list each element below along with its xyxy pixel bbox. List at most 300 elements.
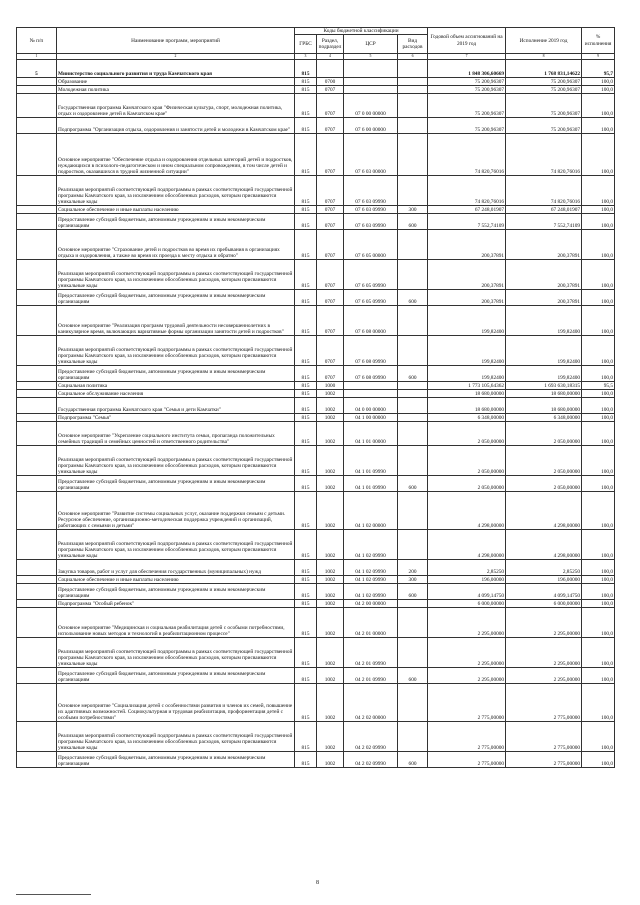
- table-row: [17, 306, 615, 336]
- row-exec: 2 295,00000: [506, 608, 582, 638]
- table-row: [17, 230, 615, 260]
- row-vr: [398, 382, 428, 390]
- row-pct: 95,7: [582, 60, 615, 78]
- row-vr: [398, 638, 428, 668]
- row-pct: 100,0: [582, 206, 615, 214]
- row-plan: 75 200,96307: [428, 94, 506, 118]
- row-pct: 100,0: [582, 86, 615, 94]
- colnum-4: 4: [317, 54, 344, 60]
- row-plan: 2,85250: [428, 560, 506, 576]
- row-exec: 75 200,96307: [506, 118, 582, 134]
- row-vr: [398, 722, 428, 752]
- row-num: [17, 600, 57, 608]
- row-grbs: 815: [295, 722, 317, 752]
- row-exec: 2 775,00000: [506, 722, 582, 752]
- row-grbs: 815: [295, 306, 317, 336]
- row-csr: 04 1 02 09990: [344, 530, 398, 560]
- row-grbs: 815: [295, 176, 317, 206]
- colnum-2: 2: [57, 54, 295, 60]
- row-num: [17, 176, 57, 206]
- row-num: [17, 576, 57, 584]
- row-csr: 07 6 08 00000: [344, 306, 398, 336]
- row-plan: 2 295,00000: [428, 638, 506, 668]
- row-plan: 2 775,00000: [428, 752, 506, 768]
- row-grbs: 815: [295, 60, 317, 78]
- row-name: Подпрограмма "Особый ребенок": [57, 600, 295, 608]
- row-grbs: 815: [295, 390, 317, 398]
- row-name: Образование: [57, 78, 295, 86]
- row-num: [17, 118, 57, 134]
- row-csr: 04 2 00 00000: [344, 600, 398, 608]
- table-row: [17, 398, 615, 414]
- row-pct: 100,0: [582, 584, 615, 600]
- row-pct: 100,0: [582, 668, 615, 684]
- row-csr: 04 2 02 09990: [344, 722, 398, 752]
- colnum-6: 6: [398, 54, 428, 60]
- row-csr: 07 6 05 00000: [344, 230, 398, 260]
- row-grbs: 815: [295, 446, 317, 476]
- row-grbs: 815: [295, 668, 317, 684]
- row-section: 1002: [317, 752, 344, 768]
- row-csr: [344, 60, 398, 78]
- row-name: Основное мероприятие "Обеспечение отдыха и оздоровления отдельных категорий детей и подростков, нуждающихся в психолого-педагогическом и ином специальном сопровождении, в том числе детей и подростков, оказавшихся в трудной жизненной ситуации": [57, 134, 295, 176]
- row-pct: 100,0: [582, 576, 615, 584]
- header-codes-group: Коды бюджетной классификации: [295, 28, 428, 35]
- row-plan: 199,82400: [428, 306, 506, 336]
- row-num: [17, 446, 57, 476]
- row-pct: 100,0: [582, 722, 615, 752]
- table-row: [17, 78, 615, 86]
- row-grbs: 815: [295, 290, 317, 306]
- row-section: 0707: [317, 290, 344, 306]
- row-vr: [398, 306, 428, 336]
- colnum-1: 1: [17, 54, 57, 60]
- row-vr: [398, 446, 428, 476]
- row-grbs: 815: [295, 118, 317, 134]
- row-pct: 100,0: [582, 260, 615, 290]
- row-exec: 2 775,00000: [506, 684, 582, 722]
- row-grbs: 815: [295, 530, 317, 560]
- row-num: [17, 584, 57, 600]
- row-section: 1002: [317, 414, 344, 422]
- row-exec: 199,82400: [506, 366, 582, 382]
- row-csr: 04 2 02 00000: [344, 684, 398, 722]
- table-row: [17, 118, 615, 134]
- row-plan: 4 298,00000: [428, 530, 506, 560]
- row-vr: [398, 390, 428, 398]
- row-exec: 2 050,00000: [506, 422, 582, 446]
- table-row: [17, 86, 615, 94]
- row-pct: 100,0: [582, 94, 615, 118]
- row-num: [17, 86, 57, 94]
- header-grbs: ГРБС: [295, 35, 317, 54]
- row-csr: 04 1 01 09990: [344, 476, 398, 492]
- row-pct: 100,0: [582, 134, 615, 176]
- row-section: 1002: [317, 530, 344, 560]
- row-exec: 2,85250: [506, 560, 582, 576]
- row-vr: 600: [398, 366, 428, 382]
- row-grbs: 815: [295, 214, 317, 230]
- row-pct: 100,0: [582, 176, 615, 206]
- row-name: Предоставление субсидий бюджетным, автономным учреждениям и иным некоммерческим организациям: [57, 366, 295, 382]
- row-section: 0707: [317, 336, 344, 366]
- row-exec: 200,37891: [506, 230, 582, 260]
- row-csr: 04 1 02 09990: [344, 584, 398, 600]
- row-num: [17, 306, 57, 336]
- row-grbs: 815: [295, 684, 317, 722]
- row-exec: 75 200,96307: [506, 94, 582, 118]
- row-vr: [398, 600, 428, 608]
- row-name: Государственная программа Камчатского края "Семья и дети Камчатки": [57, 398, 295, 414]
- row-section: 1002: [317, 422, 344, 446]
- row-pct: 100,0: [582, 560, 615, 576]
- row-section: 0707: [317, 176, 344, 206]
- row-plan: 2 050,00000: [428, 446, 506, 476]
- row-section: 1002: [317, 600, 344, 608]
- row-name: Предоставление субсидий бюджетным, автономным учреждениям и иным некоммерческим организациям: [57, 290, 295, 306]
- row-section: 0707: [317, 94, 344, 118]
- row-section: 1002: [317, 684, 344, 722]
- row-name: Основное мероприятие "Развитие системы социальных услуг, оказание поддержки семьям с детьми. Ресурсное обеспечение, организационно-методическая поддержка учреждений и организаций, работающих с семьями и детьми": [57, 492, 295, 530]
- row-name: Основное мероприятие "Реализация программ трудовой деятельности несовершеннолетних в каникулярное время, включающих вариативные формы организации занятости детей и подростков": [57, 306, 295, 336]
- row-plan: 1 848 306,60669: [428, 60, 506, 78]
- table-row: [17, 390, 615, 398]
- row-csr: 07 6 00 00000: [344, 118, 398, 134]
- row-exec: 1 768 831,14622: [506, 60, 582, 78]
- table-row: [17, 134, 615, 176]
- row-exec: 67 248,01907: [506, 206, 582, 214]
- colnum-9: 9: [582, 54, 615, 60]
- row-vr: 600: [398, 290, 428, 306]
- row-grbs: 815: [295, 492, 317, 530]
- row-grbs: 815: [295, 422, 317, 446]
- row-plan: 200,37891: [428, 290, 506, 306]
- row-exec: 196,00000: [506, 576, 582, 584]
- table-row: [17, 382, 615, 390]
- row-vr: [398, 86, 428, 94]
- row-num: 5: [17, 60, 57, 78]
- row-name: Предоставление субсидий бюджетным, автономным учреждениям и иным некоммерческим организациям: [57, 752, 295, 768]
- table-row: [17, 260, 615, 290]
- row-num: [17, 492, 57, 530]
- row-name: Подпрограмма "Организация отдыха, оздоровления и занятости детей и молодежи в Камчатском крае": [57, 118, 295, 134]
- table-row: [17, 94, 615, 118]
- row-num: [17, 560, 57, 576]
- row-name: Основное мероприятие "Укрепление социального института семьи, пропаганда положительных семейных традиций и семейных ценностей и ответственного родительства": [57, 422, 295, 446]
- row-plan: 7 552,74109: [428, 214, 506, 230]
- row-grbs: 815: [295, 206, 317, 214]
- row-exec: 74 820,76016: [506, 134, 582, 176]
- row-exec: 18 680,00000: [506, 390, 582, 398]
- row-csr: 04 1 02 09990: [344, 576, 398, 584]
- row-plan: 75 200,96307: [428, 118, 506, 134]
- row-vr: 300: [398, 576, 428, 584]
- row-num: [17, 134, 57, 176]
- row-csr: [344, 390, 398, 398]
- row-csr: 07 6 08 09990: [344, 366, 398, 382]
- row-name: Социальное обеспечение и иные выплаты населению: [57, 576, 295, 584]
- row-vr: [398, 134, 428, 176]
- table-row: [17, 584, 615, 600]
- row-grbs: 815: [295, 398, 317, 414]
- row-section: 0707: [317, 118, 344, 134]
- header-exec: Исполнение 2019 год: [506, 28, 582, 54]
- row-plan: 2 775,00000: [428, 684, 506, 722]
- budget-table-sheet: [16, 27, 614, 768]
- row-vr: [398, 336, 428, 366]
- row-section: 0700: [317, 78, 344, 86]
- header-csr: ЦСР: [344, 35, 398, 54]
- row-plan: 74 820,76016: [428, 134, 506, 176]
- row-name: Предоставление субсидий бюджетным, автономным учреждениям и иным некоммерческим организациям: [57, 476, 295, 492]
- table-row: [17, 492, 615, 530]
- row-num: [17, 668, 57, 684]
- row-exec: 4 298,00000: [506, 530, 582, 560]
- row-csr: 04 1 02 00000: [344, 492, 398, 530]
- row-vr: 600: [398, 476, 428, 492]
- row-vr: [398, 684, 428, 722]
- row-plan: 75 200,96307: [428, 86, 506, 94]
- row-grbs: 815: [295, 382, 317, 390]
- row-grbs: 815: [295, 134, 317, 176]
- row-csr: 04 1 01 09990: [344, 446, 398, 476]
- table-row: [17, 206, 615, 214]
- row-name: Реализация мероприятий соответствующей подпрограммы в рамках соответствующей государственной программы Камчатского края, за исключением обособленных расходов, которым присваиваются уникальные коды: [57, 722, 295, 752]
- row-section: 1002: [317, 390, 344, 398]
- row-name: Основное мероприятие "Медицинская и социальная реабилитация детей с особыми потребностями, использование новых методов и технологий в реабилитационном процессе": [57, 608, 295, 638]
- row-num: [17, 684, 57, 722]
- row-grbs: 815: [295, 366, 317, 382]
- row-grbs: 815: [295, 576, 317, 584]
- colnum-8: 8: [506, 54, 582, 60]
- table-row: [17, 60, 615, 78]
- row-num: [17, 206, 57, 214]
- row-csr: 04 1 00 00000: [344, 414, 398, 422]
- row-name: Основное мероприятие "Социализация детей с особенностями развития и членов их семей, повышение их адаптивных возможностей. Социокультурная и трудовая реабилитация, профориентация детей с особыми потребностями": [57, 684, 295, 722]
- row-pct: 100,0: [582, 414, 615, 422]
- row-section: 1002: [317, 492, 344, 530]
- row-vr: [398, 398, 428, 414]
- row-vr: [398, 492, 428, 530]
- row-vr: [398, 608, 428, 638]
- table-row: [17, 576, 615, 584]
- row-num: [17, 608, 57, 638]
- row-grbs: 815: [295, 94, 317, 118]
- row-csr: [344, 382, 398, 390]
- row-grbs: 815: [295, 638, 317, 668]
- row-num: [17, 336, 57, 366]
- colnum-3: 3: [295, 54, 317, 60]
- row-plan: 74 820,76016: [428, 176, 506, 206]
- row-csr: 04 0 00 00000: [344, 398, 398, 414]
- row-section: 1002: [317, 446, 344, 476]
- row-plan: 2 050,00000: [428, 476, 506, 492]
- row-exec: 2 050,00000: [506, 476, 582, 492]
- row-exec: 199,82400: [506, 336, 582, 366]
- row-section: 1002: [317, 638, 344, 668]
- row-plan: 199,82400: [428, 336, 506, 366]
- row-pct: 100,0: [582, 600, 615, 608]
- row-pct: 95,5: [582, 382, 615, 390]
- row-grbs: 815: [295, 600, 317, 608]
- row-pct: 100,0: [582, 390, 615, 398]
- row-grbs: 815: [295, 752, 317, 768]
- table-row: [17, 214, 615, 230]
- row-grbs: 815: [295, 86, 317, 94]
- row-section: 1002: [317, 608, 344, 638]
- row-name: Предоставление субсидий бюджетным, автономным учреждениям и иным некоммерческим организациям: [57, 214, 295, 230]
- row-vr: [398, 118, 428, 134]
- row-grbs: 815: [295, 476, 317, 492]
- row-pct: 100,0: [582, 336, 615, 366]
- row-vr: [398, 530, 428, 560]
- row-csr: [344, 86, 398, 94]
- row-vr: [398, 260, 428, 290]
- header-pct: % исполнения: [582, 28, 615, 54]
- table-row: [17, 752, 615, 768]
- row-pct: 100,0: [582, 530, 615, 560]
- row-section: 0707: [317, 206, 344, 214]
- row-pct: 100,0: [582, 446, 615, 476]
- table-row: [17, 290, 615, 306]
- row-name: Реализация мероприятий соответствующей подпрограммы в рамках соответствующей государственной программы Камчатского края, за исключением обособленных расходов, которым присваиваются уникальные коды: [57, 638, 295, 668]
- row-csr: 04 1 02 09990: [344, 560, 398, 576]
- row-num: [17, 214, 57, 230]
- table-row: [17, 684, 615, 722]
- row-plan: 6 000,00000: [428, 600, 506, 608]
- row-grbs: 815: [295, 230, 317, 260]
- row-csr: 04 2 01 00000: [344, 608, 398, 638]
- row-vr: 600: [398, 752, 428, 768]
- table-row: [17, 530, 615, 560]
- row-num: [17, 422, 57, 446]
- row-grbs: 815: [295, 78, 317, 86]
- table-body: [17, 60, 615, 768]
- table-row: [17, 722, 615, 752]
- footnote-rule: [16, 894, 91, 895]
- row-vr: [398, 60, 428, 78]
- row-vr: 600: [398, 214, 428, 230]
- budget-table: [16, 27, 615, 768]
- row-section: 0707: [317, 366, 344, 382]
- row-plan: 4 099,14750: [428, 584, 506, 600]
- table-row: [17, 668, 615, 684]
- row-grbs: 815: [295, 336, 317, 366]
- row-csr: 07 0 00 00000: [344, 94, 398, 118]
- row-vr: [398, 176, 428, 206]
- row-pct: 100,0: [582, 230, 615, 260]
- row-csr: 07 6 03 09990: [344, 214, 398, 230]
- table-row: [17, 446, 615, 476]
- row-exec: 75 200,96307: [506, 86, 582, 94]
- row-num: [17, 390, 57, 398]
- row-num: [17, 414, 57, 422]
- row-name: Предоставление субсидий бюджетным, автономным учреждениям и иным некоммерческим организациям: [57, 668, 295, 684]
- row-pct: 100,0: [582, 608, 615, 638]
- row-csr: 04 2 02 09990: [344, 752, 398, 768]
- row-plan: 18 680,00000: [428, 390, 506, 398]
- row-exec: 199,82400: [506, 306, 582, 336]
- row-exec: 2 775,00000: [506, 752, 582, 768]
- row-exec: 200,37891: [506, 290, 582, 306]
- row-section: 1002: [317, 398, 344, 414]
- row-section: 1002: [317, 560, 344, 576]
- row-section: 1002: [317, 576, 344, 584]
- row-vr: [398, 230, 428, 260]
- table-row: [17, 336, 615, 366]
- row-num: [17, 94, 57, 118]
- row-exec: 4 099,14750: [506, 584, 582, 600]
- table-row: [17, 476, 615, 492]
- header-annual: Годовой объем ассигнований на 2019 год: [428, 28, 506, 54]
- row-csr: 07 6 08 09990: [344, 336, 398, 366]
- row-vr: [398, 414, 428, 422]
- row-grbs: 815: [295, 584, 317, 600]
- row-exec: 18 680,00000: [506, 398, 582, 414]
- row-num: [17, 366, 57, 382]
- row-section: 1002: [317, 722, 344, 752]
- table-row: [17, 608, 615, 638]
- row-name: Реализация мероприятий соответствующей подпрограммы в рамках соответствующей государственной программы Камчатского края, за исключением обособленных расходов, которым присваиваются уникальные коды: [57, 446, 295, 476]
- row-name: Социальное обслуживание населения: [57, 390, 295, 398]
- row-section: 0707: [317, 134, 344, 176]
- row-section: 0707: [317, 214, 344, 230]
- row-exec: 74 820,76016: [506, 176, 582, 206]
- row-csr: 07 6 03 00000: [344, 134, 398, 176]
- row-plan: 200,37891: [428, 230, 506, 260]
- row-vr: 600: [398, 668, 428, 684]
- page-number: 8: [316, 880, 319, 886]
- row-num: [17, 722, 57, 752]
- row-exec: 4 298,00000: [506, 492, 582, 530]
- row-grbs: 815: [295, 608, 317, 638]
- row-plan: 2 295,00000: [428, 608, 506, 638]
- row-name: Предоставление субсидий бюджетным, автономным учреждениям и иным некоммерческим организациям: [57, 584, 295, 600]
- row-num: [17, 476, 57, 492]
- row-vr: [398, 94, 428, 118]
- row-name: Молодежная политика: [57, 86, 295, 94]
- row-num: [17, 78, 57, 86]
- row-pct: 100,0: [582, 684, 615, 722]
- colnum-5: 5: [344, 54, 398, 60]
- row-section: 1002: [317, 584, 344, 600]
- row-name: Реализация мероприятий соответствующей подпрограммы в рамках соответствующей государственной программы Камчатского края, за исключением обособленных расходов, которым присваиваются уникальные коды: [57, 176, 295, 206]
- row-name: Реализация мероприятий соответствующей подпрограммы в рамках соответствующей государственной программы Камчатского края, за исключением обособленных расходов, которым присваиваются уникальные коды: [57, 530, 295, 560]
- row-num: [17, 260, 57, 290]
- header-row-1: [17, 28, 615, 35]
- row-exec: 75 200,96307: [506, 78, 582, 86]
- row-plan: 200,37891: [428, 260, 506, 290]
- row-plan: 2 775,00000: [428, 722, 506, 752]
- row-num: [17, 638, 57, 668]
- header-num: № п/п: [17, 28, 57, 54]
- row-pct: 100,0: [582, 118, 615, 134]
- row-name: Государственная программа Камчатского края "Физическая культура, спорт, молодежная политика, отдых и оздоровление детей в Камчатском крае": [57, 94, 295, 118]
- row-name: Реализация мероприятий соответствующей подпрограммы в рамках соответствующей государственной программы Камчатского края, за исключением обособленных расходов, которым присваиваются уникальные коды: [57, 336, 295, 366]
- row-section: 1002: [317, 668, 344, 684]
- table-row: [17, 600, 615, 608]
- row-grbs: 815: [295, 260, 317, 290]
- row-name: Социальная политика: [57, 382, 295, 390]
- row-num: [17, 382, 57, 390]
- row-pct: 100,0: [582, 422, 615, 446]
- table-row: [17, 422, 615, 446]
- row-plan: 67 248,01907: [428, 206, 506, 214]
- header-section: Раздел, подраздел: [317, 35, 344, 54]
- row-section: 1000: [317, 382, 344, 390]
- table-row: [17, 366, 615, 382]
- table-row: [17, 560, 615, 576]
